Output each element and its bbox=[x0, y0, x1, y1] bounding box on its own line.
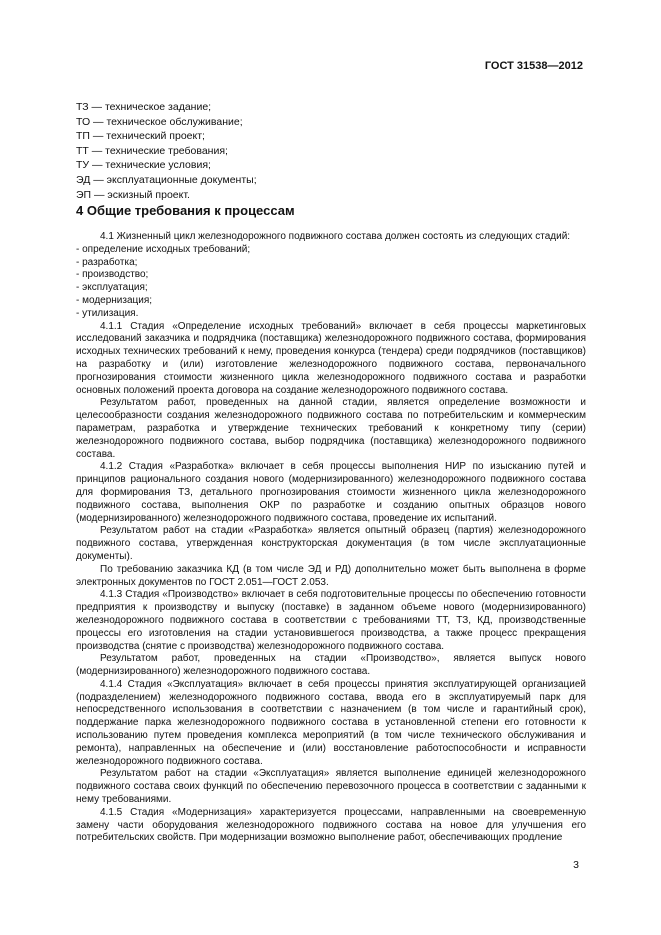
paragraph: 4.1.2 Стадия «Разработка» включает в себя процессы выполнения НИР по изысканию путей и принципов рационального создания нового (модернизированного) железнодорожного подвижного состава для формирования ТЗ, детального прогнозирования стоимости жизненного цикла железнодорожного подвижного состава, выполнения ОКР по разработке и созданию опытных образцов нового (модернизированного) железнодорожного подвижного состава, проведение их испытаний. bbox=[76, 461, 586, 524]
list-item: - утилизация. bbox=[76, 307, 139, 319]
paragraph: По требованию заказчика КД (в том числе ЭД и РД) дополнительно может быть выполнена в форме электронных документов по ГОСТ 2.051—ГОСТ 2.053. bbox=[76, 563, 586, 588]
abbreviation-item: ТП — технический проект; bbox=[76, 130, 205, 143]
section-body bbox=[76, 231, 586, 845]
list-item: - эксплуатация; bbox=[76, 282, 148, 294]
abbreviation-item: ТО — техническое обслуживание; bbox=[76, 115, 243, 128]
abbreviation-item: ЭД — эксплуатационные документы; bbox=[76, 173, 257, 186]
paragraph: Результатом работ на стадии «Разработка» является опытный образец (партия) железнодорожного подвижного состава, утвержденная конструкторская документация (в том числе эксплуатационные документы). bbox=[76, 525, 586, 562]
paragraph: 4.1.3 Стадия «Производство» включает в себя подготовительные процессы по обеспечению готовности предприятия к производству и выпуску (поставке) в заданном объеме нового (модернизированного) железнодорожного подвижного состава в соответствии с требованиями ТТ, ТЗ, КД, производственные процессы его изготовления на стадии установившегося производства, а также процесс прекращения производства (снятие с производства) железнодорожного подвижного состава. bbox=[76, 589, 586, 652]
list-item: - определение исходных требований; bbox=[76, 243, 251, 255]
paragraph: 4.1.1 Стадия «Определение исходных требований» включает в себя процессы маркетинговых исследований заказчика и подрядчика (поставщика) железнодорожного подвижного состава, формирования исходных технических требований к нему, проведения конкурса (тендера) среди подрядчиков (поставщиков) на разработку и (или) изготовление железнодорожного подвижного состава, первоначального прогнозирования стоимости жизненного цикла железнодорожного подвижного состава и разработки основных положений проекта договора на создание железнодорожного подвижного состава. bbox=[76, 320, 586, 396]
abbreviation-item: ТУ — технические условия; bbox=[76, 159, 211, 172]
abbreviation-item: ТЗ — техническое задание; bbox=[76, 101, 212, 113]
paragraph: 4.1.4 Стадия «Эксплуатация» включает в себя процессы принятия эксплуатирующей организацией (подразделением) железнодорожного подвижного состава, ввода его в эксплуатируемый парк для непосредственного использования в соответствии с назначением (в том числе и гарантийный срок), поддержание парка железнодорожного подвижного состава в установленной степени его готовности к использованию путем проведения комплекса мероприятий (в том числе технического обслуживания и ремонта), направленных на обеспечение и (или) восстановление работоспособности и исправности железнодорожного подвижного состава. bbox=[76, 678, 586, 767]
abbreviation-item: ЭП — эскизный проект. bbox=[76, 188, 190, 201]
list-item: - разработка; bbox=[76, 256, 138, 268]
paragraph: Результатом работ, проведенных на данной стадии, является определение возможности и целесообразности создания железнодорожного подвижного состава по потребительским и коммерческим параметрам, разработка и утверждение технических требований к конкретному типу (серии) железнодорожного подвижного состава, выбор подрядчика (поставщика) железнодорожного подвижного состава. bbox=[76, 397, 586, 460]
paragraph: Результатом работ, проведенных на стадии «Производство», является выпуск нового (модернизированного) железнодорожного подвижного состава. bbox=[76, 653, 586, 678]
paragraph: 4.1.5 Стадия «Модернизация» характеризуется процессами, направленными на своевременную замену части оборудования железнодорожного подвижного состава на новое для улучшения его потребительских свойств. При модернизации возможно выполнение работ, обеспечивающих продление bbox=[76, 806, 586, 844]
abbreviation-list bbox=[76, 100, 257, 202]
paragraph: Результатом работ на стадии «Эксплуатация» является выполнение единицей железнодорожного подвижного состава своих функций по обеспечению перевозочного процесса в соответствии с заданными к нему требованиями. bbox=[76, 768, 586, 806]
page-number: 3 bbox=[573, 859, 579, 871]
paragraph: 4.1 Жизненный цикл железнодорожного подвижного состава должен состоять из следующих стадий: bbox=[100, 231, 571, 242]
standard-header: ГОСТ 31538—2012 bbox=[484, 60, 583, 72]
list-item: - производство; bbox=[76, 269, 149, 281]
section-title: 4 Общие требования к процессам bbox=[76, 203, 295, 218]
abbreviation-item: ТТ — технические требования; bbox=[76, 144, 228, 157]
list-item: - модернизация; bbox=[76, 294, 153, 306]
